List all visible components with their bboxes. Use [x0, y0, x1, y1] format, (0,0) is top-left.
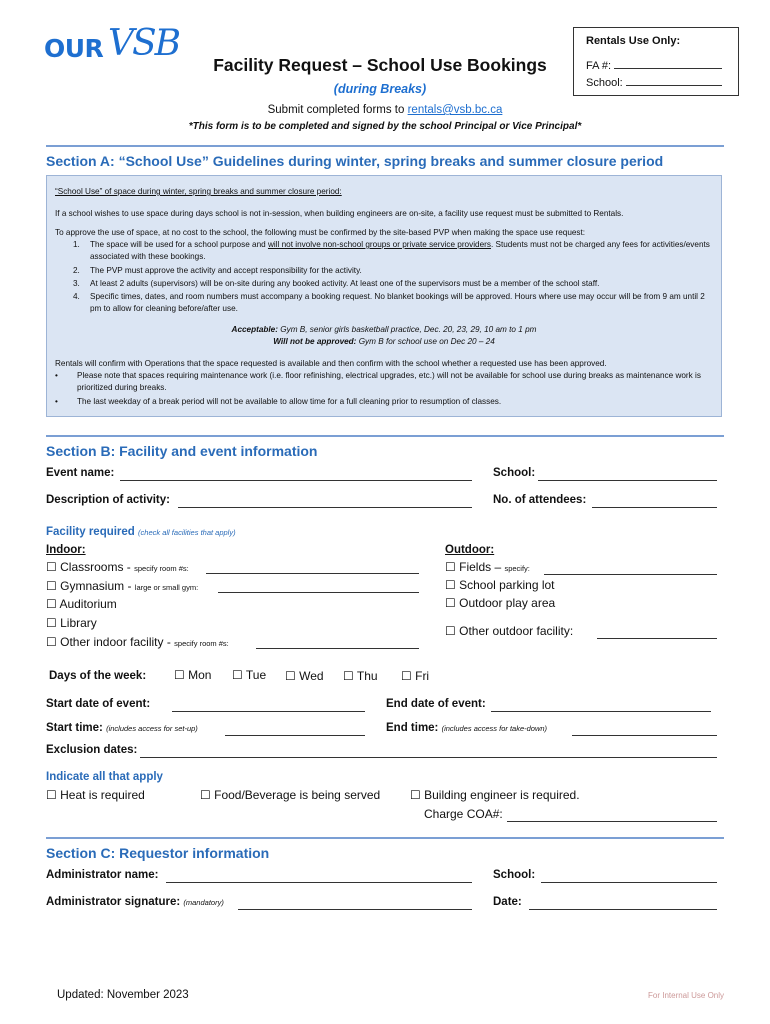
section-b-heading: Section B: Facility and event information: [46, 443, 318, 459]
item-num: 2.: [73, 266, 80, 275]
rentals-school-field[interactable]: [626, 75, 722, 86]
fields-option[interactable]: [445, 560, 530, 574]
auditorium-option[interactable]: [46, 597, 117, 611]
gymnasium-field[interactable]: [218, 591, 419, 593]
start-date-label: Start date of event:: [46, 698, 151, 710]
start-time-note: (includes access for set-up): [106, 724, 198, 733]
other-indoor-field[interactable]: [256, 647, 419, 649]
exclusion-label: Exclusion dates:: [46, 744, 138, 756]
admin-name-label: Administrator name:: [46, 869, 159, 881]
rentals-heading: Rentals Use Only:: [586, 35, 681, 47]
requestor-school-label: School:: [493, 869, 536, 881]
indicate-label: Indicate all that apply: [46, 771, 163, 783]
admin-signature-field[interactable]: [238, 908, 472, 910]
checkbox-icon[interactable]: ☐: [445, 560, 456, 574]
checkbox-icon[interactable]: ☐: [200, 788, 211, 802]
submit-text: Submit completed forms to: [267, 104, 405, 116]
charge-coa-label: Charge COA#:: [424, 807, 503, 821]
date-field[interactable]: [529, 908, 717, 910]
end-date-label: End date of event:: [386, 698, 486, 710]
library-option[interactable]: [46, 616, 97, 630]
submit-line: [0, 104, 770, 116]
classrooms-field[interactable]: [206, 572, 419, 574]
heat-option[interactable]: [46, 788, 145, 802]
checkbox-icon[interactable]: ☐: [285, 669, 296, 683]
guidelines-intro-title: “School Use” of space during winter, spring breaks and summer closure period:: [55, 187, 342, 196]
guidelines-para3: Rentals will confirm with Operations that the space requested is available and then confirm with the school whether a requested use has been approved.: [55, 359, 607, 368]
classrooms-option[interactable]: [46, 560, 189, 574]
form-title: Facility Request – School Use Bookings: [213, 55, 547, 75]
start-time-label: Start time:: [46, 722, 103, 734]
guideline-item-3: [73, 278, 713, 290]
end-time-note: (includes access for take-down): [441, 724, 548, 733]
not-approved-example: [47, 336, 721, 348]
option-note: specify room #s:: [174, 639, 229, 648]
section-c-heading: Section C: Requestor information: [46, 845, 270, 861]
days-label: Days of the week:: [49, 670, 147, 682]
day-label: Mon: [188, 668, 212, 682]
food-option[interactable]: [200, 788, 380, 802]
checkbox-icon[interactable]: ☐: [410, 788, 421, 802]
updated-note: Updated: November 2023: [57, 989, 189, 1001]
section-b-rule: [46, 435, 724, 437]
guidelines-para2: To approve the use of space, at no cost to the school, the following must be confirmed by the site-based PVP when making the space use request:: [55, 228, 586, 237]
item-text: At least 2 adults (supervisors) will be on-site during any booked activity. At least one of the supervisors must be a member of the school staff.: [90, 279, 600, 288]
item-num: 4.: [73, 292, 80, 301]
other-indoor-option[interactable]: [46, 635, 229, 649]
day-label: Thu: [356, 669, 378, 683]
exclusion-field[interactable]: [140, 756, 717, 758]
day-label: Tue: [245, 668, 267, 682]
guideline-item-2: [73, 265, 713, 277]
fa-field[interactable]: [614, 58, 722, 69]
rentals-email-link[interactable]: rentals@vsb.bc.ca: [407, 104, 503, 116]
day-label: Fri: [415, 669, 430, 683]
section-c-rule: [46, 837, 724, 839]
option-label: Outdoor play area: [459, 596, 556, 610]
item-num: 3.: [73, 279, 80, 288]
requestor-school-field[interactable]: [541, 881, 717, 883]
option-label: Heat is required: [60, 788, 145, 802]
outdoor-label: Outdoor:: [445, 544, 495, 556]
option-note: specify room #s:: [134, 564, 189, 573]
other-outdoor-option[interactable]: [445, 624, 573, 638]
guidelines-box: [46, 175, 722, 417]
rentals-school-label: School:: [586, 77, 623, 89]
not-approved-label: Will not be approved:: [273, 337, 357, 346]
bullet-text: The last weekday of a break period will not be available to allow time for a full cleaning prior to resumption of classes.: [77, 397, 502, 406]
description-field[interactable]: [178, 506, 472, 508]
form-subtitle: (during Breaks): [333, 82, 427, 96]
admin-signature-line: [46, 896, 224, 908]
option-label: Gymnasium -: [60, 579, 135, 593]
checkbox-icon[interactable]: ☐: [401, 669, 412, 683]
checkbox-icon[interactable]: ☐: [232, 668, 243, 682]
checkbox-icon[interactable]: ☐: [46, 616, 57, 630]
attendees-field[interactable]: [592, 506, 717, 508]
play-area-option[interactable]: [445, 596, 555, 610]
acceptable-label: Acceptable:: [231, 325, 278, 334]
end-time-field[interactable]: [572, 734, 717, 736]
option-label: Building engineer is required.: [424, 788, 580, 802]
checkbox-icon[interactable]: ☐: [343, 669, 354, 683]
checkbox-icon[interactable]: ☐: [46, 579, 57, 593]
bullet-glyph: •: [55, 397, 58, 406]
rentals-use-box: [573, 27, 739, 96]
facility-required-label: Facility required: [46, 526, 135, 538]
charge-coa-field[interactable]: [507, 820, 717, 822]
checkbox-icon[interactable]: ☐: [46, 788, 57, 802]
checkbox-icon[interactable]: ☐: [46, 635, 57, 649]
admin-name-field[interactable]: [166, 881, 472, 883]
facility-required-line: [46, 526, 236, 538]
gymnasium-option[interactable]: [46, 579, 198, 593]
start-time-line: [46, 722, 198, 734]
end-time-label: End time:: [386, 722, 439, 734]
school-field[interactable]: [538, 479, 717, 481]
principal-notice: *This form is to be completed and signed by the school Principal or Vice Principal*: [188, 121, 582, 132]
item-text: The space will be used for a school purpose and: [90, 240, 268, 249]
checkbox-icon[interactable]: ☐: [445, 578, 456, 592]
option-note: large or small gym:: [134, 583, 199, 592]
item-text: Specific times, dates, and room numbers must accompany a booking request. No blanket bookings will be approved. Hours where use may occur will be from 9 am until 2 pm to allow for cleaning before/after use.: [90, 292, 705, 313]
parking-lot-option[interactable]: [445, 578, 555, 592]
day-label: Wed: [299, 669, 324, 683]
option-label: Other outdoor facility:: [459, 624, 574, 638]
item-num: 1.: [73, 240, 80, 249]
engineer-option[interactable]: [410, 788, 580, 802]
item-text: The PVP must approve the activity and accept responsibility for the activity.: [90, 266, 362, 275]
bullet-text: Please note that spaces requiring maintenance work (i.e. floor refinishing, electrical upgrades, etc.) will not be available for school use during breaks as maintenance work is prioritized during breaks.: [77, 371, 701, 392]
start-time-field[interactable]: [225, 734, 365, 736]
school-label: School:: [493, 467, 536, 479]
day-wed[interactable]: [285, 669, 324, 683]
option-label: Food/Beverage is being served: [214, 788, 381, 802]
guideline-bullet-1: [55, 370, 705, 393]
checkbox-icon[interactable]: ☐: [174, 668, 185, 682]
option-label: Fields –: [459, 560, 505, 574]
indoor-label: Indoor:: [46, 544, 86, 556]
acceptable-example: [47, 324, 721, 336]
other-outdoor-field[interactable]: [597, 637, 717, 639]
event-name-field[interactable]: [120, 479, 472, 481]
facility-required-note: (check all facilities that apply): [138, 528, 236, 537]
bullet-glyph: •: [55, 371, 58, 380]
day-thu[interactable]: [343, 669, 378, 683]
not-approved-text: Gym B for school use on Dec 20 – 24: [358, 337, 495, 346]
option-label: Auditorium: [59, 597, 117, 611]
checkbox-icon[interactable]: ☐: [46, 597, 57, 611]
day-tue[interactable]: [232, 668, 266, 682]
admin-signature-note: (mandatory): [183, 898, 224, 907]
guideline-item-1: [73, 239, 713, 262]
option-note: specify:: [504, 564, 530, 573]
acceptable-text: Gym B, senior girls basketball practice, Dec. 20, 23, 29, 10 am to 1 pm: [280, 325, 537, 334]
guidelines-para1: If a school wishes to use space during days school is not in-session, when building engineers are on-site, a facility use request must be submitted to Rentals.: [55, 209, 624, 218]
logo-our: OUR: [44, 34, 104, 63]
event-name-label: Event name:: [46, 467, 115, 479]
fa-label: FA #:: [586, 60, 612, 72]
option-label: Library: [60, 616, 97, 630]
logo-vsb: VSB: [108, 23, 180, 64]
end-date-field[interactable]: [491, 710, 711, 712]
section-a-heading: Section A: “School Use” Guidelines during winter, spring breaks and summer closure period: [46, 153, 664, 169]
admin-signature-label: Administrator signature:: [46, 896, 181, 908]
option-label: Other indoor facility -: [60, 635, 175, 649]
fields-field[interactable]: [544, 573, 717, 575]
checkbox-icon[interactable]: ☐: [46, 560, 57, 574]
item-underlined: will not involve non-school groups or private service providers: [267, 240, 491, 249]
checkbox-icon[interactable]: ☐: [445, 624, 456, 638]
end-time-line: [386, 722, 547, 734]
internal-use-note: For Internal Use Only: [648, 991, 725, 1000]
checkbox-icon[interactable]: ☐: [445, 596, 456, 610]
guideline-item-4: [73, 291, 713, 314]
day-fri[interactable]: [401, 669, 429, 683]
day-mon[interactable]: [174, 668, 211, 682]
date-label: Date:: [493, 896, 522, 908]
start-date-field[interactable]: [172, 710, 365, 712]
option-label: Classrooms -: [60, 560, 135, 574]
item-text-post: . Students must not be charged any fees for activities/events associated with these bookings.: [90, 240, 710, 261]
attendees-label: No. of attendees:: [493, 494, 587, 506]
guideline-bullet-2: [55, 396, 705, 408]
option-label: School parking lot: [459, 578, 555, 592]
description-label: Description of activity:: [46, 494, 170, 506]
section-a-rule: [46, 145, 724, 147]
